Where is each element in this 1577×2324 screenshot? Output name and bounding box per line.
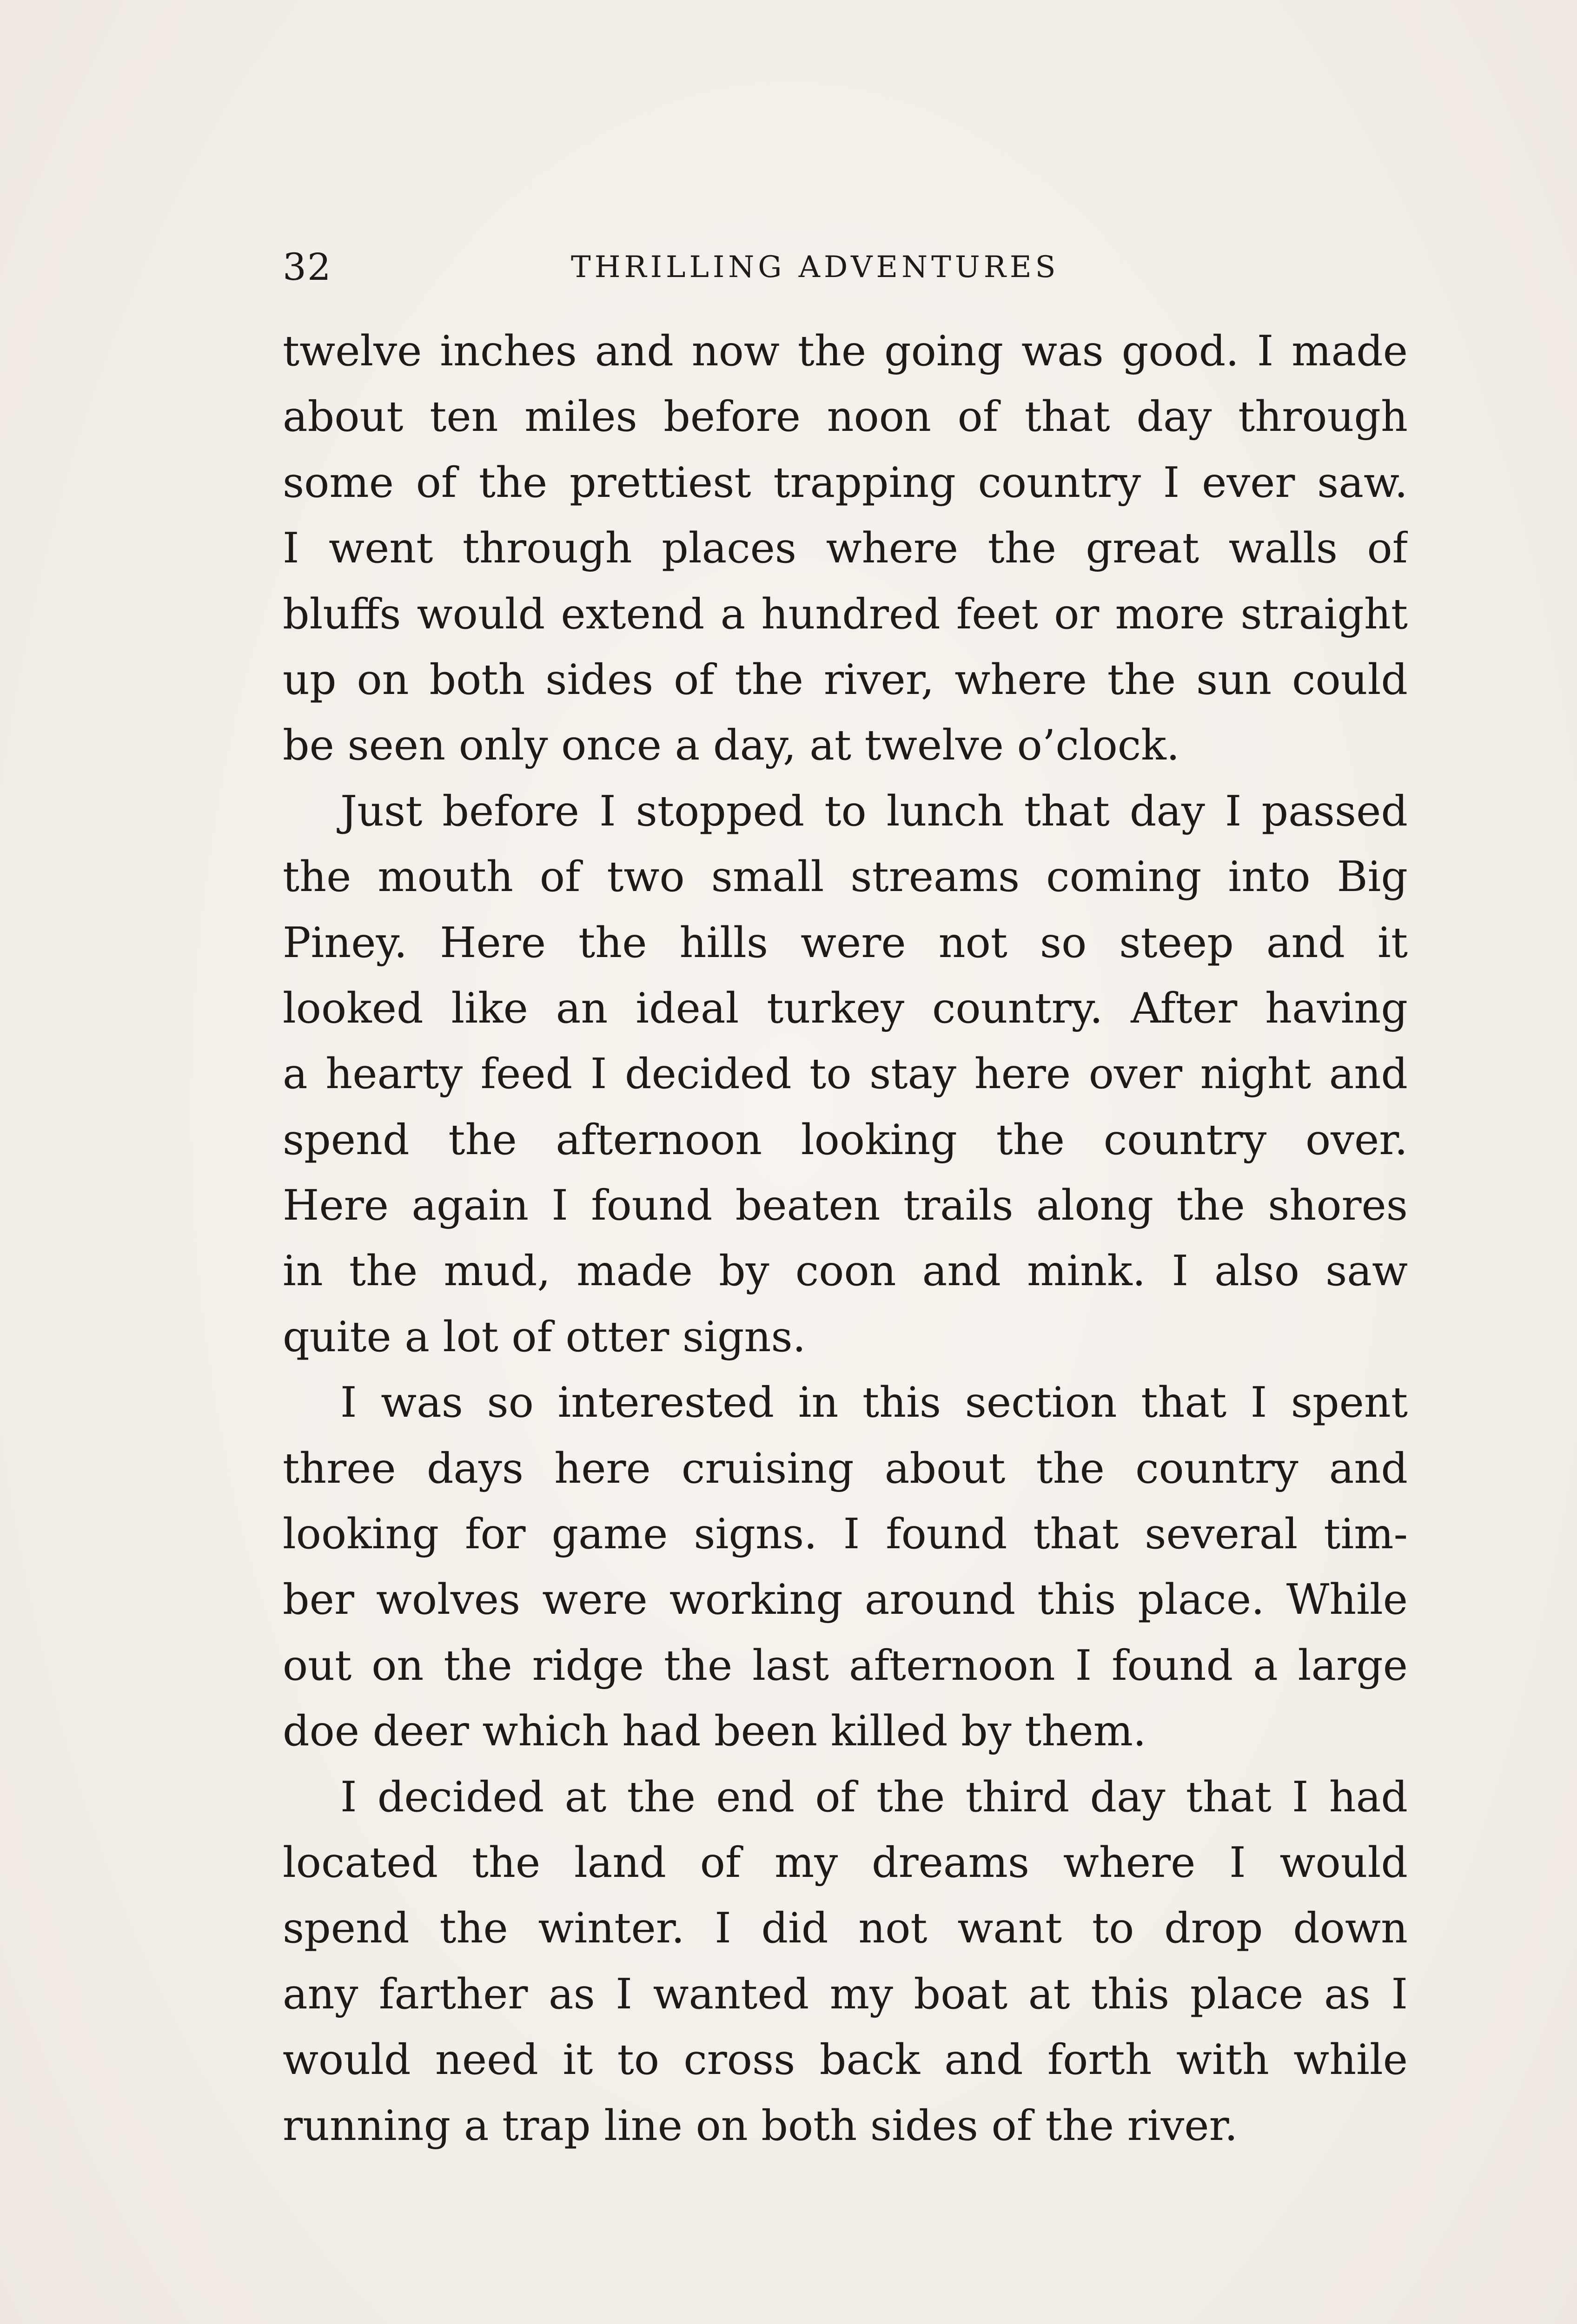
text-line: three days here cruising about the country and: [283, 1444, 1408, 1493]
text-line: the mouth of two small streams coming into Big: [283, 852, 1408, 902]
text-line: a hearty feed I decided to stay here over night and: [283, 1050, 1408, 1099]
text-line: I decided at the end of the third day that I had: [340, 1772, 1408, 1822]
text-line: would need it to cross back and forth with while: [283, 2035, 1408, 2085]
text-line: about ten miles before noon of that day through: [283, 392, 1408, 442]
text-line: looked like an ideal turkey country. After having: [283, 984, 1408, 1033]
text-line: running a trap line on both sides of the river.: [283, 2101, 1238, 2150]
text-line: located the land of my dreams where I would: [283, 1838, 1408, 1887]
text-line: some of the prettiest trapping country I ever saw.: [283, 458, 1408, 507]
text-line: twelve inches and now the going was good. I made: [283, 327, 1408, 376]
running-head: [283, 242, 1408, 293]
text-line: out on the ridge the last afternoon I found a large: [283, 1641, 1408, 1690]
text-line: ber wolves were working around this place. While: [283, 1575, 1408, 1624]
book-title: THRILLING ADVENTURES: [571, 250, 1060, 284]
text-line: spend the afternoon looking the country over.: [283, 1115, 1408, 1164]
text-line: up on both sides of the river, where the sun could: [283, 655, 1408, 704]
text-line: quite a lot of otter signs.: [283, 1312, 806, 1361]
page-number: 32: [283, 245, 332, 289]
text-line: be seen only once a day, at twelve o’clock.: [283, 721, 1180, 770]
body-text: [283, 318, 1408, 2159]
text-line: any farther as I wanted my boat at this place as I: [283, 1969, 1408, 2019]
text-line: Here again I found beaten trails along the shores: [283, 1181, 1408, 1230]
text-line: Just before I stopped to lunch that day I passed: [340, 786, 1408, 836]
text-line: spend the winter. I did not want to drop down: [283, 1904, 1408, 1953]
text-line: doe deer which had been killed by them.: [283, 1707, 1146, 1756]
text-line: in the mud, made by coon and mink. I also saw: [283, 1247, 1408, 1296]
text-line: Piney. Here the hills were not so steep and it: [283, 918, 1408, 967]
text-line: looking for game signs. I found that several tim-: [283, 1510, 1408, 1559]
text-line: I was so interested in this section that I spent: [340, 1378, 1408, 1427]
text-line: I went through places where the great walls of: [283, 524, 1408, 573]
text-line: bluffs would extend a hundred feet or more straight: [283, 589, 1408, 639]
